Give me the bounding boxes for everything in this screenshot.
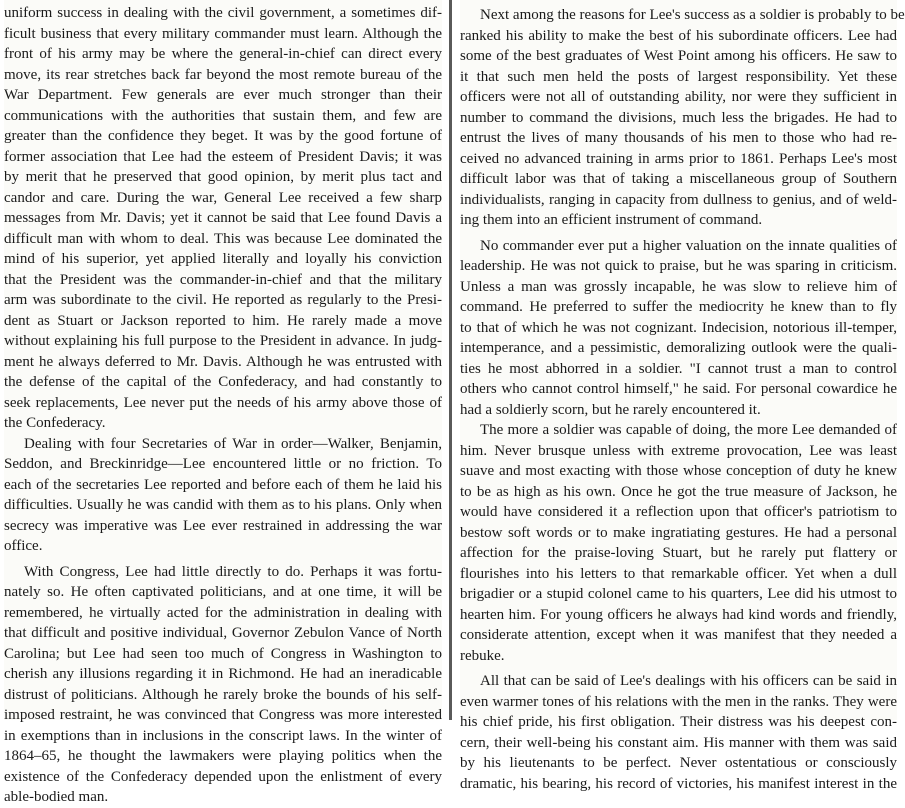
text-line: arm was subordinate to the civil. He reported as regularly to the Presi- [4,292,442,308]
text-line: entrust the lives of many thousands of his men to those who had re- [460,130,897,146]
text-line: dent as Stuart or Jackson reported to him. He rarely made a move [4,312,442,329]
text-line: some of the best graduates of West Point among his officers. He saw to [460,48,897,64]
text-line: affection for the praise-loving Stuart, but he rarely put flattery or [460,545,897,561]
text-line: to be as high as his own. Once he got the true measure of Jackson, he [460,483,897,500]
text-line: Seddon, and Breckinridge—Lee encountered little or no friction. To [4,456,442,472]
text-line: candor and care. During the war, General Lee received a few sharp [4,189,442,206]
text-line: distrust of politicians. Although he rarely broke the bounds of his self- [4,686,442,703]
text-line: All that can be said of Lee's dealings with his officers can be said in [480,673,897,689]
text-line: existence of the Confederacy depended upon the enlistment of every [4,768,442,785]
text-line: it that such men held the posts of largest responsibility. Yet these [460,68,897,85]
text-line: ficult business that every military commander must learn. Although the [4,25,442,42]
text-line: others who cannot control himself," he said. For personal cowardice he [460,381,897,397]
text-line: by merit that he preserved that good opinion, by merit plus tact and [4,169,442,185]
text-line: remembered, he virtually acted for the administration in dealing with [4,604,442,621]
text-line: War Department. Few generals are ever much stronger than their [4,87,442,103]
left-column-text [4,3,442,808]
text-line: former association that Lee had the esteem of President Davis; it was [4,148,442,165]
text-line: Carolina; but Lee had seen too much of Congress in Washington to [4,645,442,662]
text-line: uniform success in dealing with the civil government, a sometimes dif- [4,5,442,21]
text-line: number to command the divisions, much less the brigades. He had to [460,109,897,126]
text-line: The more a soldier was capable of doing, the more Lee demanded of [480,422,897,438]
text-line: move, its rear stretches back far beyond the most remote bureau of the [4,66,442,83]
text-line: intemperance, and a pessimistic, demoralizing outlook were the quali- [460,340,897,356]
text-line: cherish any illusions regarding it in Richmond. He had an ineradicable [4,666,442,682]
text-line: Dealing with four Secretaries of War in order—Walker, Benjamin, [24,435,442,452]
text-line: hearten him. For young officers he always had kind words and friendly, [460,606,897,623]
text-line: officers were not all of outstanding ability, nor were they sufficient in [460,89,897,105]
text-line: No commander ever put a higher valuation on the innate qualities of [480,237,897,254]
text-line: imposed restraint, he was convinced that Congress was more interested [4,707,442,723]
text-line: in exemptions than in inclusions in the conscript laws. In the winter of [4,727,442,744]
text-line: communications with the authorities that sustain them, and few are [4,107,442,124]
text-line: With Congress, Lee had little directly to do. Perhaps it was fortu- [24,563,442,580]
text-line: Next among the reasons for Lee's success as a soldier is probably to be [480,7,905,23]
text-line: each of the secretaries Lee reported and before each of them he laid his [4,476,442,493]
text-line: without explaining his full purpose to the President in advance. In judg- [4,333,442,349]
text-line: that the President was the commander-in-chief and that the military [4,271,442,288]
text-line: dramatic, his bearing, his record of victories, his manifest interest in the [460,775,897,792]
text-line: difficult labor was that of taking a miscellaneous group of Southern [460,171,897,187]
text-line: even warmer tones of his relations with the men in the ranks. They were [460,693,897,710]
text-line: his chief pride, his first obligation. Their distress was his deepest con- [460,714,897,730]
text-line: able-bodied man. [4,789,109,805]
left-column [4,0,442,805]
text-line: 1864–65, he thought the lawmakers were playing politics when the [4,748,442,764]
text-line: ing them into an efficient instrument of command. [460,212,763,228]
text-line: him. Never brusque unless with extreme provocation, Lee was least [460,442,897,459]
text-line: considerate attention, except when it was manifest that they needed a [460,627,897,643]
text-line: difficult man with whom to deal. This was because Lee dominated the [4,230,442,247]
text-line: nately so. He often captivated politicians, and at one time, it will be [4,584,442,600]
text-line: ranked his ability to make the best of his subordinate officers. Lee had [460,27,897,44]
text-line: suave and most exacting with those whose conception of duty he knew [460,463,897,479]
right-column-text [460,5,905,794]
text-line: rebuke. [460,647,505,664]
text-line: office. [4,538,43,554]
right-column [460,0,905,792]
text-line: had a soldierly scorn, but he rarely encountered it. [460,401,761,418]
text-line: greater than the confidence they beget. It was by the good fortune of [4,128,442,144]
text-line: messages from Mr. Davis; yet it cannot be said that Lee found Davis a [4,210,442,226]
text-line: ment he always deferred to Mr. Davis. Although he was entrusted with [4,353,442,370]
text-line: command. He preferred to suffer the mediocrity he knew than to fly [460,299,897,315]
text-line: the defense of the capital of the Confederacy, and had constantly to [4,374,442,390]
text-line: the Confederacy. [4,415,106,431]
text-line: front of his army may be where the general-in-chief can direct every [4,46,442,62]
text-line: mind of his superior, yet applied literally and loyally his conviction [4,251,442,267]
column-divider [449,0,452,720]
text-line: individualists, ranging in capacity from dullness to genius, and of weld- [460,191,897,208]
text-line: that difficult and positive individual, Governor Zebulon Vance of North [4,625,442,641]
text-line: seek replacements, Lee never put the needs of his army above those of [4,394,442,411]
text-line: Unless a man was grossly incapable, he was slow to relieve him of [460,278,897,295]
text-line: would have considered it a reflection upon that officer's patriotism to [460,504,897,520]
text-line: leadership. He was not quick to praise, but he was sparing in criticism. [460,258,897,274]
text-line: cern, their well-being his constant aim. His manner with them was said [460,734,897,751]
text-line: brigadier or a stupid colonel came to his quarters, Lee did his utmost to [460,586,897,602]
text-line: to that of which he was not cognizant. Indecision, notorious ill-temper, [460,319,897,336]
text-line: ceived no advanced training in arms prior to 1861. Perhaps Lee's most [460,150,897,167]
text-line: bestow soft words or to make ingratiating gestures. He had a personal [460,524,897,541]
text-line: by his lieutenants to be perfect. Never ostentatious or consciously [460,755,897,771]
text-line: flourishes into his letters to that remarkable officer. Yet when a dull [460,565,897,582]
text-line: ties he most abhorred in a soldier. "I cannot trust a man to control [460,360,897,377]
text-line: difficulties. Usually he was candid with them as to his plans. Only when [4,497,442,513]
text-line: secrecy was imperative was Lee ever restrained in addressing the war [4,517,442,534]
